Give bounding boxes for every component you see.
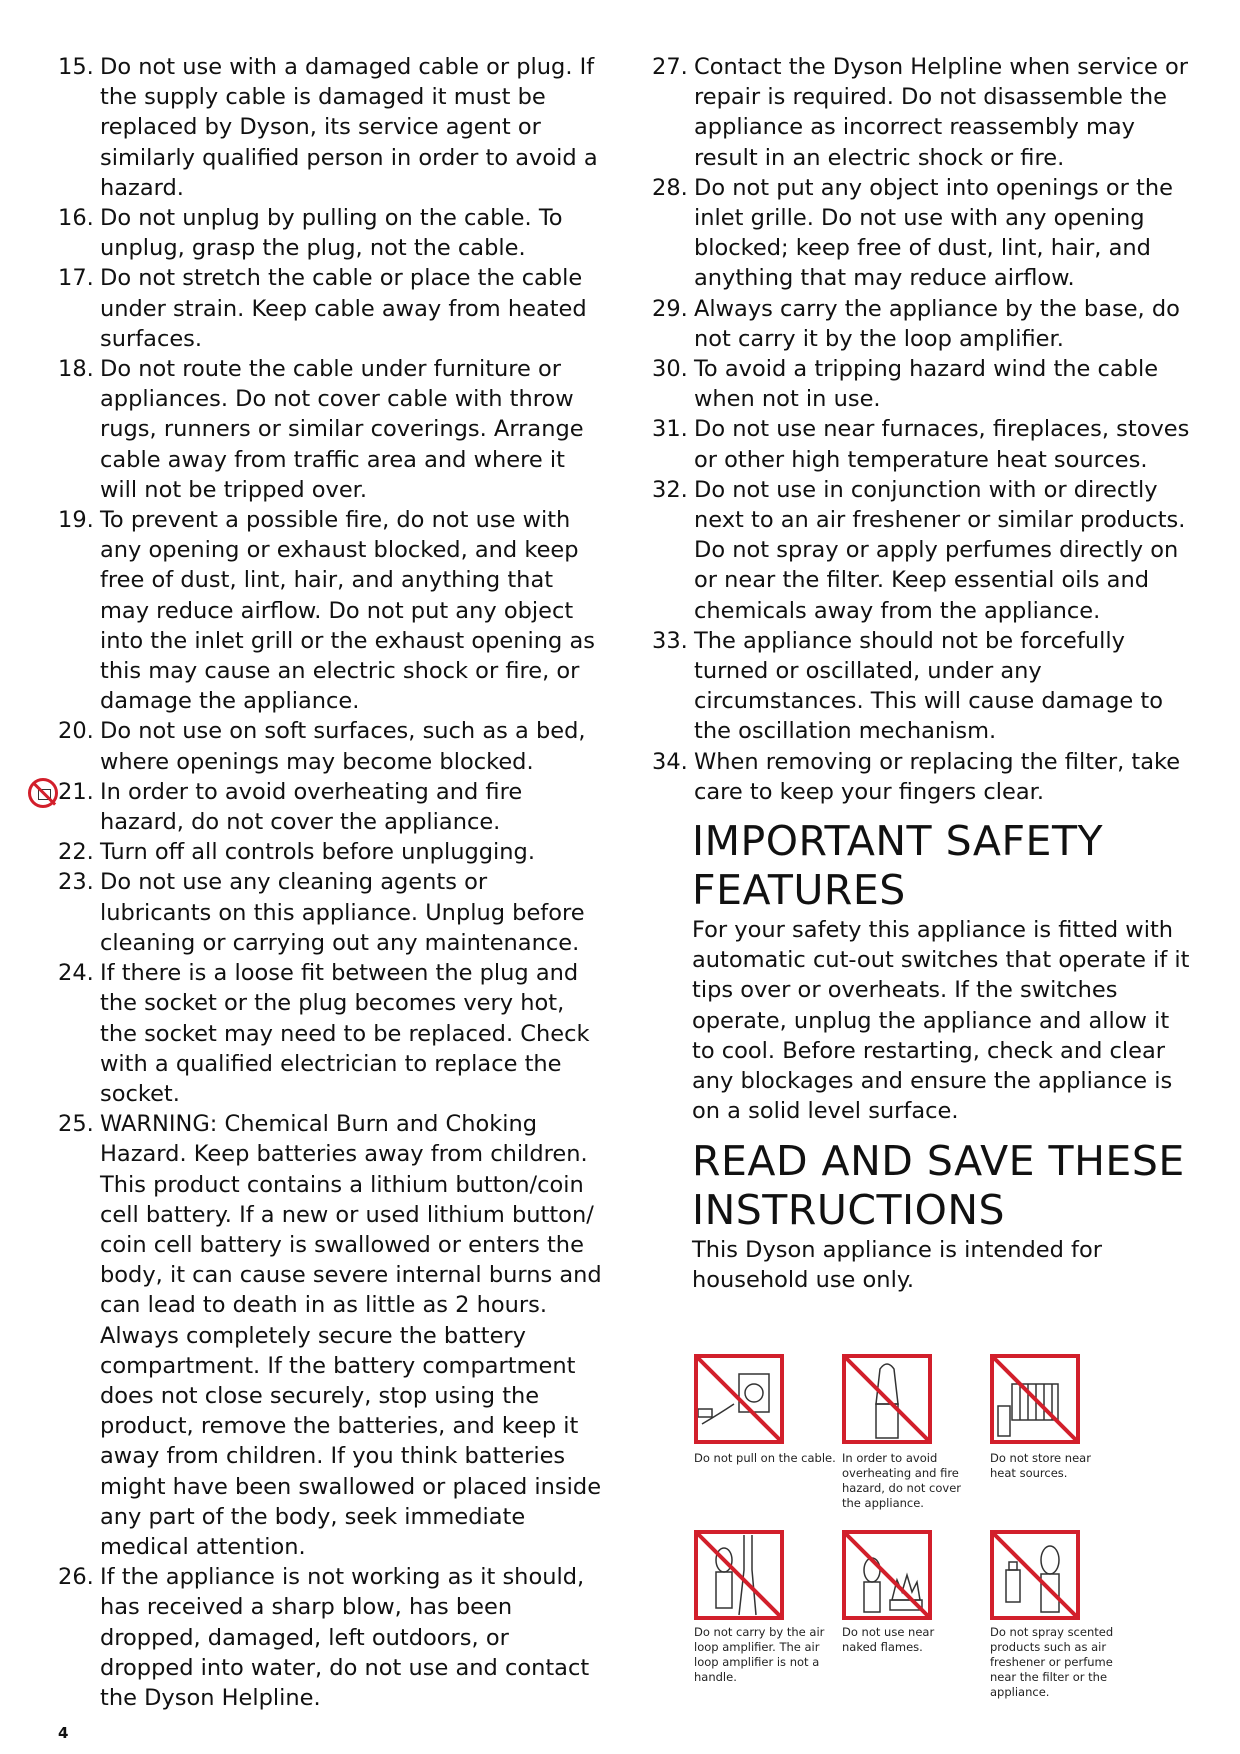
- list-item: [652, 294, 1192, 354]
- item-text: Do not unplug by pulling on the cable. To unplug, grasp the plug, not the cable.: [100, 205, 563, 262]
- item-number: 18.: [58, 356, 94, 383]
- pictogram-caption: Do not carry by the air loop amplifier. The air loop amplifier is not a handle.: [694, 1625, 825, 1684]
- item-number: 22.: [58, 839, 94, 866]
- item-text: If there is a loose fit between the plug and the socket or the plug becomes very hot, the socket may need to be replaced. Check with a qualified electrician to replace the socket.: [100, 960, 590, 1107]
- list-item: [652, 52, 1192, 173]
- item-text: Turn off all controls before unplugging.: [100, 839, 535, 866]
- read-save-text: This Dyson appliance is intended for household use only.: [692, 1236, 1102, 1293]
- item-number: 30.: [652, 356, 688, 383]
- list-item: [58, 837, 603, 867]
- item-number: 21.: [58, 778, 94, 805]
- item-text: Do not use near furnaces, fireplaces, stoves or other high temperature heat sources.: [694, 416, 1190, 473]
- pictogram-caption: In order to avoid overheating and fire hazard, do not cover the appliance.: [842, 1451, 962, 1510]
- item-number: 15.: [58, 54, 94, 80]
- list-item: [652, 414, 1192, 474]
- item-number: 33.: [652, 627, 688, 654]
- item-text: Do not use in conjunction with or directly next to an air freshener or similar products. Do not spray or apply perfumes directly on or near the filter. Keep essential oils and chemicals away from the appliance.: [694, 476, 1186, 624]
- list-item: [652, 354, 1192, 414]
- item-text: Contact the Dyson Helpline when service or repair is required. Do not disassemble the appliance as incorrect reassembly may result in an electric shock or fire.: [694, 54, 1189, 171]
- list-item: [58, 1562, 603, 1713]
- list-item: [58, 777, 603, 837]
- list-item: [652, 747, 1192, 807]
- item-text: When removing or replacing the filter, take care to keep your fingers clear.: [694, 748, 1181, 805]
- no-flames-icon: [842, 1530, 932, 1620]
- item-number: 28.: [652, 174, 688, 201]
- left-instruction-list: [58, 52, 603, 1713]
- item-number: 16.: [58, 205, 94, 232]
- right-column: [652, 52, 1192, 1295]
- list-item: [652, 475, 1192, 626]
- item-text: Do not stretch the cable or place the cable under strain. Keep cable away from heated surfaces.: [100, 265, 587, 352]
- item-number: 26.: [58, 1564, 94, 1591]
- item-text: Do not put any object into openings or the inlet grille. Do not use with any opening blocked; keep free of dust, lint, hair, and anything that may reduce airflow.: [694, 174, 1173, 292]
- item-text: To prevent a possible fire, do not use with any opening or exhaust blocked, and keep free of dust, lint, hair, and anything that may reduce airflow. Do not put any object into the inlet grill or the exhaust opening as this may cause an electric shock or fire, or damage the appliance.: [100, 507, 595, 715]
- item-number: 31.: [652, 416, 688, 443]
- item-number: 29.: [652, 295, 688, 322]
- no-spray-icon: [990, 1530, 1080, 1620]
- item-text: Always carry the appliance by the base, do not carry it by the loop amplifier.: [694, 295, 1180, 352]
- list-item: [58, 716, 603, 776]
- item-number: 27.: [652, 54, 688, 80]
- item-text: Do not use with a damaged cable or plug. If the supply cable is damaged it must be replaced by Dyson, its service agent or similarly qualified person in order to avoid a hazard.: [100, 54, 598, 201]
- list-item: [58, 263, 603, 354]
- item-number: 17.: [58, 265, 94, 292]
- item-number: 23.: [58, 869, 94, 896]
- right-instruction-list: [652, 52, 1192, 807]
- item-text: Do not use on soft surfaces, such as a bed, where openings may become blocked.: [100, 718, 586, 775]
- list-item: [58, 354, 603, 505]
- item-number: 25.: [58, 1111, 94, 1138]
- pictogram-caption: Do not pull on the cable.: [694, 1451, 836, 1465]
- no-cover-icon: [842, 1354, 932, 1444]
- list-item: [652, 626, 1192, 747]
- left-column: [58, 52, 603, 1713]
- item-number: 34.: [652, 748, 688, 775]
- item-text: WARNING: Chemical Burn and Choking Hazard. Keep batteries away from children. This product contains a lithium button/coin cell battery. If a new or used lithium button/ coin cell battery is swallowed or enters the body, it can cause severe internal burns and can lead to death in as little as 2 hours. Always completely secure the battery compartment. If the battery compartment does not close securely, stop using the product, remove the batteries, and keep it away from children. If you think batteries might have been swallowed or placed inside any part of the body, seek immediate medical attention.: [100, 1111, 602, 1560]
- no-cover-warning-icon: [28, 778, 58, 808]
- list-item: [58, 52, 603, 203]
- item-text: Do not route the cable under furniture or appliances. Do not cover cable with throw rugs, runners or similar coverings. Arrange cable away from traffic area and where it will not be tripped over.: [100, 356, 584, 503]
- no-pull-cable-icon: [694, 1354, 784, 1444]
- read-save-heading: READ AND SAVE THESE INSTRUCTIONS: [692, 1136, 1185, 1234]
- item-text: To avoid a tripping hazard wind the cable when not in use.: [694, 356, 1159, 413]
- pictogram-caption: Do not spray scented products such as air freshener or perfume near the filter or the appliance.: [990, 1625, 1114, 1699]
- safety-features-text: For your safety this appliance is fitted with automatic cut-out switches that operate if it tips over or overheats. If the switches operate, unplug the appliance and allow it to cool. Before restarting, check and clear any blockages and ensure the appliance is on a solid level surface.: [692, 917, 1190, 1125]
- no-heat-source-icon: [990, 1354, 1080, 1444]
- list-item: [652, 173, 1192, 294]
- item-number: 19.: [58, 507, 94, 534]
- item-number: 20.: [58, 718, 94, 745]
- item-text: If the appliance is not working as it should, has received a sharp blow, has been dropped, damaged, left outdoors, or dropped into water, do not use and contact the Dyson Helpline.: [100, 1564, 590, 1711]
- list-item: [58, 867, 603, 958]
- item-number: 24.: [58, 960, 94, 987]
- list-item: [58, 1109, 603, 1562]
- list-item: [58, 505, 603, 716]
- item-text: The appliance should not be forcefully turned or oscillated, under any circumstances. This will cause damage to the oscillation mechanism.: [694, 627, 1163, 745]
- list-item: [58, 958, 603, 1109]
- item-text: Do not use any cleaning agents or lubricants on this appliance. Unplug before cleaning or carrying out any maintenance.: [100, 869, 585, 956]
- item-text: In order to avoid overheating and fire hazard, do not cover the appliance.: [100, 778, 523, 836]
- list-item: [58, 203, 603, 263]
- no-carry-loop-icon: [694, 1530, 784, 1620]
- safety-features-heading: IMPORTANT SAFETY FEATURES: [692, 817, 1104, 915]
- item-number: 32.: [652, 476, 688, 503]
- pictogram-caption: Do not store near heat sources.: [990, 1451, 1091, 1480]
- page-number: 4: [58, 1724, 69, 1742]
- pictogram-caption: Do not use near naked flames.: [842, 1625, 935, 1654]
